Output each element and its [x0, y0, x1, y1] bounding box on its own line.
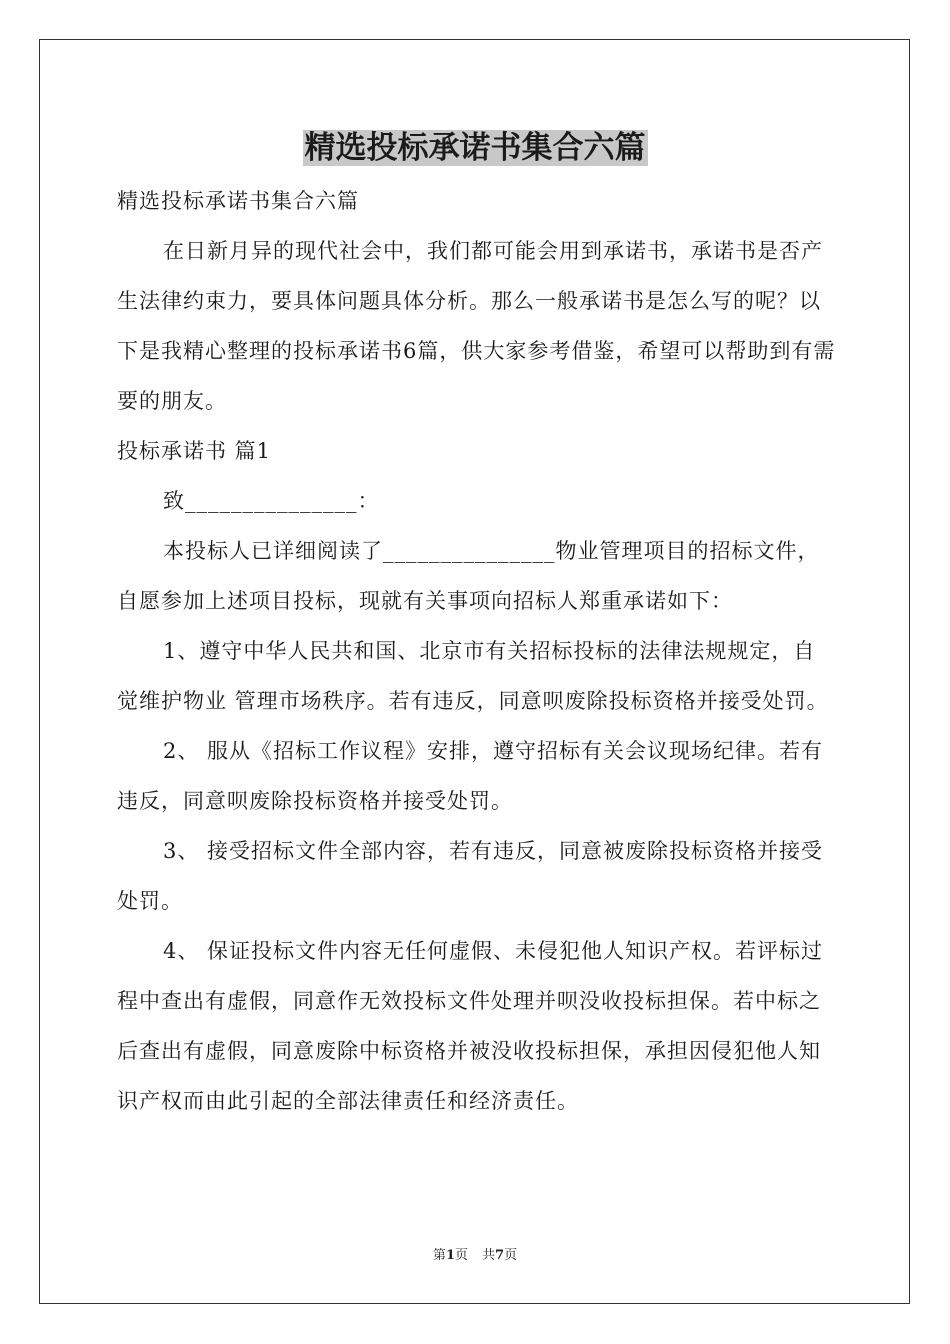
intro-paragraph: 在日新月异的现代社会中，我们都可能会用到承诺书，承诺书是否产生法律约束力，要具体问题具体分析。那么一般承诺书是怎么写的呢？以下是我精心整理的投标承诺书6篇，供大家参考借鉴，希望可以帮助到有需要的朋友。 — [117, 239, 836, 413]
document-title — [0, 126, 950, 170]
page-current: 1 — [445, 1248, 455, 1263]
commitment-item-1: 1、遵守中华人民共和国、北京市有关招标投标的法律法规规定，自觉维护物业 管理市场秩序。若有违反，同意呗废除投标资格并接受处罚。 — [117, 639, 829, 713]
page-label-suffix: 页 — [454, 1248, 468, 1263]
document-body — [117, 176, 837, 1126]
page-footer — [0, 1247, 950, 1265]
section-heading: 投标承诺书 篇1 — [117, 439, 272, 463]
document-title-text: 精选投标承诺书集合六篇 — [304, 130, 646, 166]
body-paragraph: 本投标人已详细阅读了_______________物业管理项目的招标文件，自愿参加上述项目投标，现就有关事项向招标人郑重承诺如下： — [117, 539, 820, 613]
commitment-item-4: 4、 保证投标文件内容无任何虚假、未侵犯他人知识产权。若评标过程中查出有虚假，同意作无效投标文件处理并呗没收投标担保。若中标之后查出有虚假，同意废除中标资格并被没收投标担保，承担因侵犯他人知识产权而由此引起的全部法律责任和经济责任。 — [117, 939, 824, 1113]
commitment-item-3: 3、 接受招标文件全部内容，若有违反，同意被废除投标资格并接受处罚。 — [117, 839, 824, 913]
total-label-suffix: 页 — [504, 1248, 518, 1263]
page-total: 7 — [495, 1248, 505, 1263]
commitment-item-2: 2、 服从《招标工作议程》安排，遵守招标有关会议现场纪律。若有违反，同意呗废除投标资格并接受处罚。 — [117, 739, 824, 813]
total-label-prefix: 共 — [482, 1248, 496, 1263]
document-subtitle: 精选投标承诺书集合六篇 — [117, 189, 359, 213]
page-label-prefix: 第 — [432, 1248, 446, 1263]
salutation-line: 致_______________： — [163, 489, 380, 513]
